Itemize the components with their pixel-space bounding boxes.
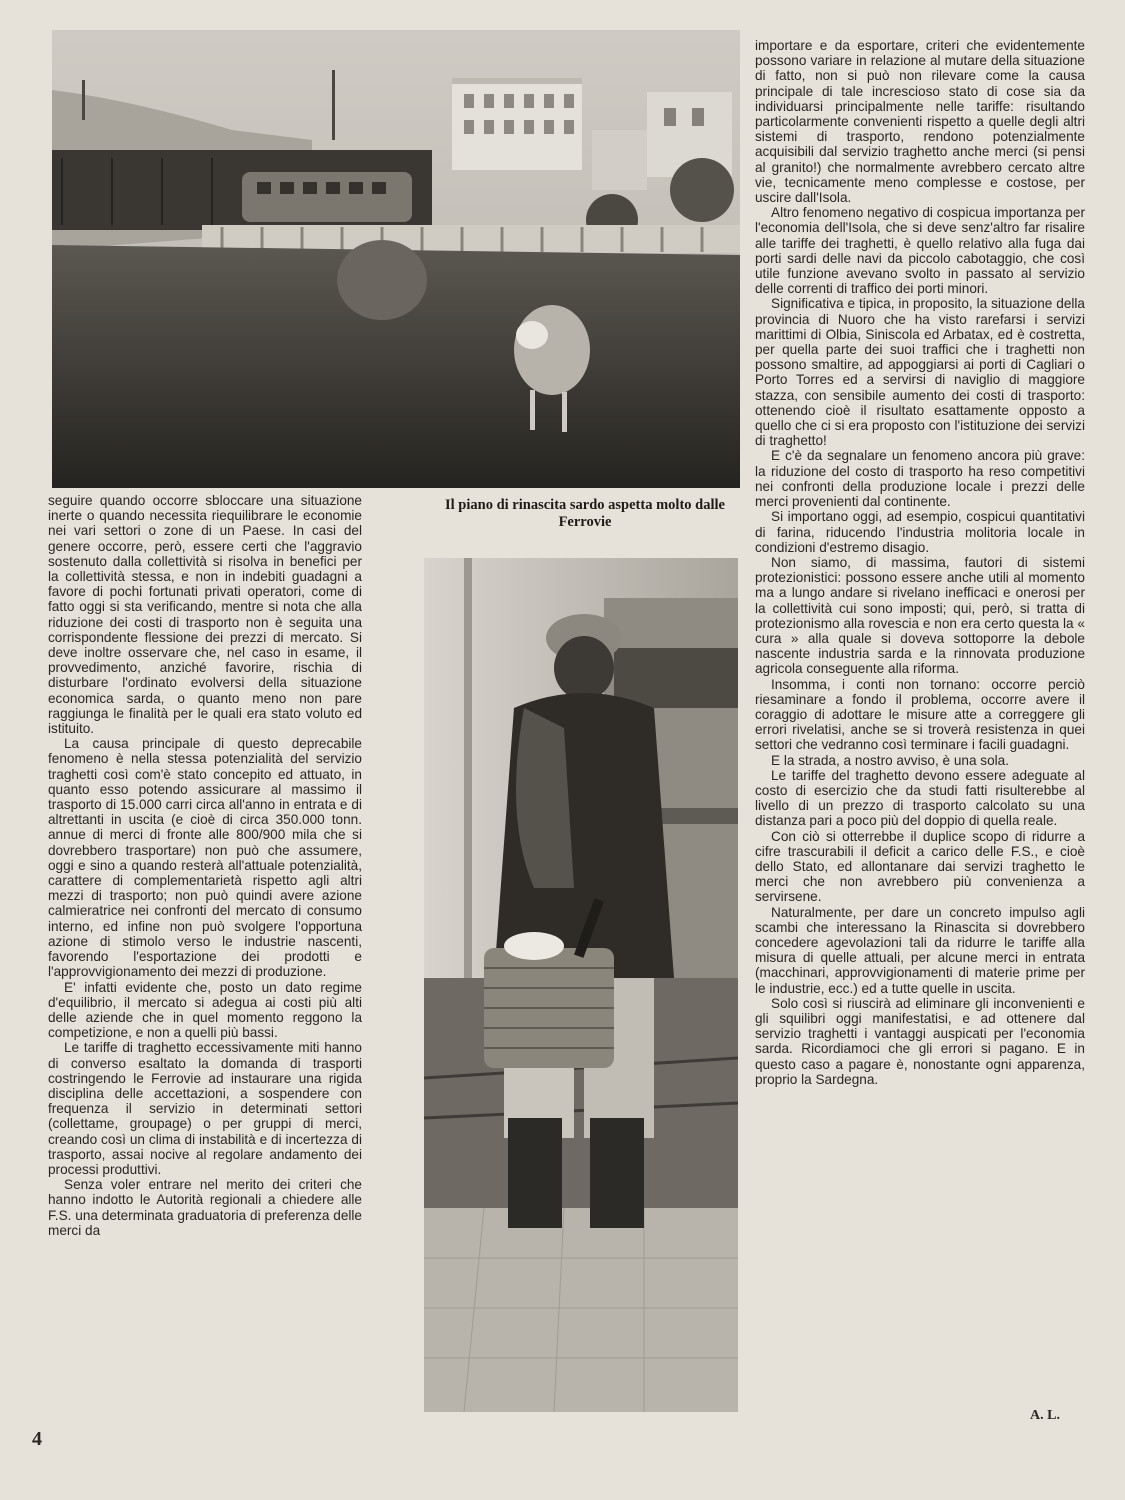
- article-column-left: [48, 493, 362, 1238]
- paragraph: Si importano oggi, ad esempio, cospicui quantitativi di farina, riducendo l'industria molitoria locale in condizioni d'estremo disagio.: [755, 509, 1085, 555]
- paragraph: Senza voler entrare nel merito dei criteri che hanno indotto le Autorità regionali a chiedere alle F.S. una determinata graduatoria di preferenza delle merci da: [48, 1177, 362, 1238]
- paragraph: La causa principale di questo deprecabile fenomeno è nella stessa potenzialità del servizio traghetti così com'è stato concepito ed attuato, in quanto esso potendo assicurare al massimo il trasporto di 15.000 carri circa all'anno in entrata e di altrettanti in uscita (e cioè di circa 350.000 tonn. annue di merci di fronte alle 800/900 mila che si dovrebbero trasportare) non può che assumere, oggi e sino a quando resterà all'attuale potenzialità, carattere di complementarietà rispetto agli altri mezzi di trasporto; non può quindi avere azione calmieratrice nei confronti del mercato di consumo interno, ed infine non può svolgere l'opportuna azione di stimolo verso le industrie nascenti, favorendo l'esportazione dei prodotti e l'approvvigionamento dei mezzi di produzione.: [48, 736, 362, 980]
- paragraph: seguire quando occorre sbloccare una situazione inerte o quando necessita riequilibrare le economie nei vari settori o zone di un Paese. In casi del genere occorre, però, essere certi che l'aggravio sostenuto dalla collettività si risolva in benefici per la collettività stessa, e non in indebiti guadagni a favore di pochi fortunati privati operatori, come di fatto oggi si sta verificando, mentre si nota che alla riduzione dei costi di trasporto non è seguita una corrispondente flessione dei prezzi di mercato. Si deve inoltre osservare che, nel caso in esame, il provvedimento, anziché favorire, rischia di disturbare l'ordinato evolversi della situazione economica sarda, o quanto meno non pare raggiunga le finalità per le quali era stato voluto ed istituito.: [48, 493, 362, 737]
- paragraph: E la strada, a nostro avviso, è una sola.: [771, 752, 1010, 768]
- photo-railway-yard-sheep: [52, 30, 740, 488]
- paragraph: Solo così si riuscirà ad eliminare gli inconvenienti e gli squilibri oggi manifestatisi, e ad ottenere dal servizio traghetti i vantaggi auspicati per l'economia sarda. Ricordiamoci che gli errori si pagano. E in questo caso a pagare è, nonostante ogni apparenza, proprio la Sardegna.: [755, 995, 1085, 1087]
- photo-caption: Il piano di rinascita sardo aspetta molto dalle Ferrovie: [445, 497, 725, 530]
- paragraph: Insomma, i conti non tornano: occorre perciò riesaminare a fondo il problema, occorre avere il coraggio di adottare le misure atte a correggere gli errori rivelatisi, anche se si troverà resistenza in quei settori che vedranno così terminare i facili guadagni.: [755, 676, 1085, 753]
- author-signature: A. L.: [1030, 1408, 1060, 1423]
- page-number: 4: [32, 1428, 42, 1450]
- paragraph: E' infatti evidente che, posto un dato regime d'equilibrio, il mercato si adegua ai costi più alti delle aziende che in quel momento reggono la competizione, e non a quelli più bassi.: [48, 979, 362, 1041]
- paragraph: Con ciò si otterrebbe il duplice scopo di ridurre a cifre trascurabili il deficit a carico delle F.S., e cioè dello Stato, ed allontanare dai servizi traghetto le merci che non avrebbero più convenienza a servirsene.: [755, 828, 1085, 905]
- railway-yard-illustration: [52, 30, 740, 488]
- paragraph: Altro fenomeno negativo di cospicua importanza per l'economia dell'Isola, che si deve senz'altro far risalire alle tariffe dei traghetti, è quello relativo alla fuga dai porti sardi delle navi da piccolo cabotaggio, che così utile funzione avevano svolto in passato al servizio delle correnti di traffico dei porti minori.: [755, 205, 1085, 297]
- paragraph: importare e da esportare, criteri che evidentemente possono variare in relazione al mutare della situazione di fatto, non si può non rilevare come la causa principale di tale increscioso stato di cose sia da individuarsi principalmente nelle tariffe: risultando particolarmente convenienti rispetto a quelle degli altri sistemi di trasporto, rendono potenzialmente acquisibili dal servizio traghetto anche merci (si pensi al granito!) che normalmente avrebbero cercato altre vie, tecnicamente meno complesse e costose, per uscire dall'Isola.: [755, 38, 1085, 206]
- paragraph: Le tariffe di traghetto eccessivamente miti hanno di converso esaltato la domanda di trasporti costringendo le Ferrovie ad instaurare una rigida disciplina delle accettazioni, a sospendere con frequenza il servizio in determinati settori (collettame, groupage) o per gruppi di merci, creando così un clima di instabilità e di incertezza di trasporto, assai nocive al regolare andamento dei processi produttivi.: [48, 1040, 362, 1177]
- paragraph: Non siamo, di massima, fautori di sistemi protezionistici: possono essere anche utili al momento ma a lungo andare si rivelano inefficaci e onerosi per la collettività cui sono imposti; qui, però, si tratta di protezionismo alla rovescia e non era certo questa la « cura » alla quale si doveva sottoporre la debole nascente industria sarda e la rinnovata produzione agricola conseguente alla riforma.: [755, 554, 1085, 677]
- photo-man-on-platform: [424, 558, 738, 1412]
- paragraph: Naturalmente, per dare un concreto impulso agli scambi che interessano la Rinascita si dovrebbero concedere agevolazioni tali da ridurre le tariffe alla misura di quelle attuali, per alcune merci in entrata (macchinari, approvvigionamenti di materie prime per le industrie, ecc.) ed a tutte quelle in uscita.: [755, 904, 1085, 996]
- paragraph: E c'è da segnalare un fenomeno ancora più grave: la riduzione del costo di trasporto ha reso competitivi nei confronti della produzione locale i prezzi delle merci provenienti dal continente.: [755, 448, 1085, 510]
- man-with-basket-illustration: [424, 558, 738, 1412]
- article-column-right: [755, 38, 1085, 1087]
- paragraph: Le tariffe del traghetto devono essere adeguate al costo di esercizio che da studi fatti risulterebbe al livello di un prezzo di trasporto calcolato su una distanza pari a poco più del doppio di quella reale.: [755, 767, 1085, 829]
- paragraph: Significativa e tipica, in proposito, la situazione della provincia di Nuoro che ha visto rarefarsi i servizi marittimi di Olbia, Siniscola ed Arbatax, ed è costretta, per quella parte dei suoi traffici che i traghetti non possono smaltire, ad appoggiarsi ai porti di Cagliari o Porto Torres ed a servirsi di naviglio di maggiore stazza, con sensibile aumento dei costi di trasporto: ottenendo cioè il risultato esattamente opposto a quello che ci si era proposto con l'istituzione dei servizi di traghetto!: [755, 296, 1085, 449]
